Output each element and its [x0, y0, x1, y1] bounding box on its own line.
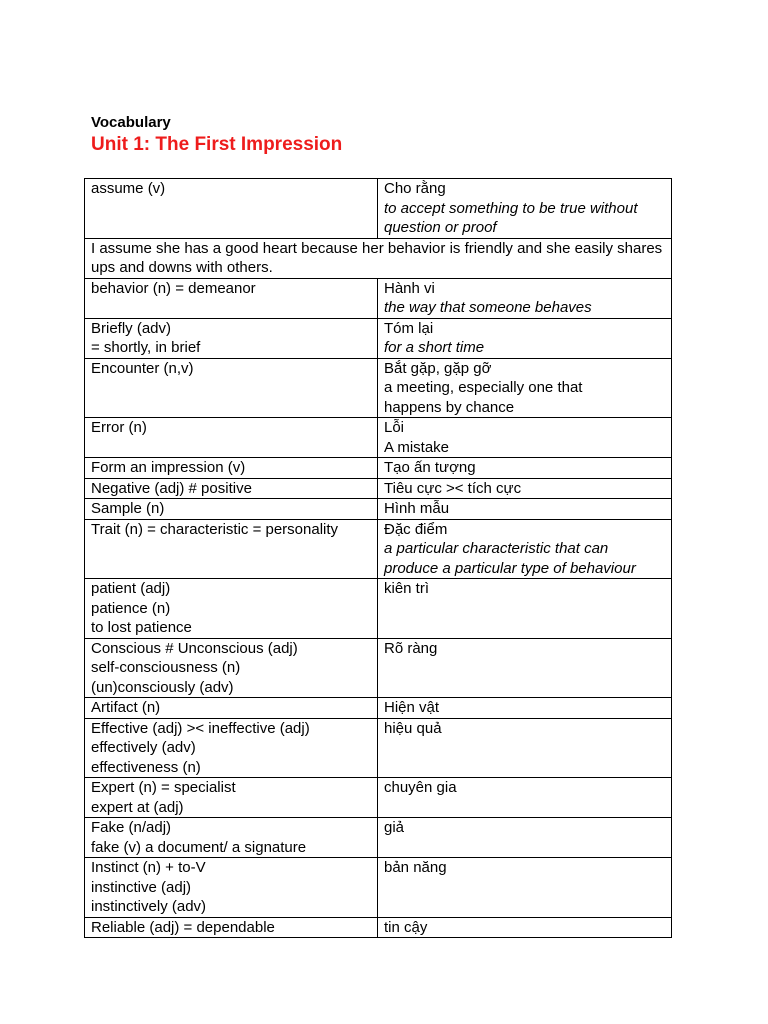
- term-text: patient (adj): [91, 580, 171, 597]
- term-text: self-consciousness (n): [91, 659, 241, 676]
- term-cell: [85, 778, 378, 818]
- term-text: Briefly (adv): [91, 319, 172, 337]
- table-row: [85, 519, 672, 579]
- meaning-text: Hiện vật: [384, 699, 440, 716]
- table-row: [85, 418, 672, 458]
- meaning-text: Đặc điểm: [384, 520, 448, 538]
- meaning-cell: [378, 917, 672, 938]
- meaning-text: Rõ ràng: [384, 639, 438, 657]
- table-row: [85, 778, 672, 818]
- term-cell: [85, 499, 378, 520]
- meaning-text: Hành vi: [384, 279, 435, 297]
- table-row: [85, 318, 672, 358]
- term-text: behavior (n) = demeanor: [91, 279, 256, 297]
- vocabulary-table: [84, 178, 672, 938]
- table-row: [85, 499, 672, 520]
- table-row: [85, 358, 672, 418]
- meaning-cell: [378, 278, 672, 318]
- term-text: Expert (n) = specialist: [91, 779, 236, 796]
- meaning-cell: [378, 179, 672, 239]
- meaning-cell: [378, 638, 672, 698]
- meaning-text: bản năng: [384, 859, 447, 876]
- term-text: instinctively (adv): [91, 898, 207, 915]
- meaning-cell: [378, 718, 672, 778]
- table-row: [85, 917, 672, 938]
- term-text: Effective (adj) >< ineffective (adj): [91, 719, 310, 737]
- term-text: instinctive (adj): [91, 878, 192, 896]
- term-text: (un)consciously (adv): [91, 678, 234, 696]
- table-row: [85, 698, 672, 719]
- term-cell: [85, 579, 378, 639]
- meaning-cell: [378, 458, 672, 479]
- example-sentence: I assume she has a good heart because her behavior is friendly and she easily shares ups and downs with others.: [91, 239, 663, 276]
- meaning-text: tin cậy: [384, 918, 428, 936]
- meaning-text: Bắt gặp, gặp gỡ: [384, 359, 492, 377]
- term-cell: [85, 917, 378, 938]
- term-text: Error (n): [91, 419, 147, 436]
- definition-text: produce a particular type of behaviour: [384, 559, 636, 577]
- meaning-cell: [378, 519, 672, 579]
- table-row: [85, 478, 672, 499]
- vocabulary-table-body: [85, 179, 672, 938]
- vocabulary-label: Vocabulary: [91, 114, 171, 131]
- term-text: patience (n): [91, 599, 171, 617]
- meaning-text: Hình mẫu: [384, 500, 450, 517]
- table-row: [85, 238, 672, 278]
- term-cell: [85, 458, 378, 479]
- term-cell: [85, 718, 378, 778]
- term-text: Trait (n) = characteristic = personality: [91, 520, 339, 538]
- table-row: [85, 458, 672, 479]
- example-sentence-cell: [85, 238, 672, 278]
- meaning-text: Tạo ấn tượng: [384, 459, 476, 476]
- meaning-cell: [378, 418, 672, 458]
- term-text: = shortly, in brief: [91, 339, 201, 356]
- term-text: Artifact (n): [91, 699, 161, 716]
- table-row: [85, 858, 672, 918]
- meaning-cell: [378, 778, 672, 818]
- term-text: Form an impression (v): [91, 459, 246, 476]
- table-row: [85, 818, 672, 858]
- meaning-text: giả: [384, 819, 405, 836]
- unit-title: Unit 1: The First Impression: [91, 134, 343, 155]
- table-row: [85, 638, 672, 698]
- term-cell: [85, 638, 378, 698]
- term-text: to lost patience: [91, 619, 192, 636]
- meaning-cell: [378, 818, 672, 858]
- meaning-text: A mistake: [384, 438, 450, 456]
- term-text: Reliable (adj) = dependable: [91, 918, 275, 936]
- meaning-cell: [378, 579, 672, 639]
- term-cell: [85, 519, 378, 579]
- meaning-cell: [378, 318, 672, 358]
- meaning-cell: [378, 499, 672, 520]
- term-text: Fake (n/adj): [91, 819, 172, 836]
- table-row: [85, 579, 672, 639]
- term-text: effectively (adv): [91, 739, 196, 756]
- term-cell: [85, 179, 378, 239]
- term-cell: [85, 818, 378, 858]
- term-text: Conscious # Unconscious (adj): [91, 639, 298, 657]
- meaning-text: Tiêu cực >< tích cực: [384, 479, 522, 497]
- definition-text: to accept something to be true without: [384, 199, 638, 217]
- meaning-text: a meeting, especially one that: [384, 379, 583, 396]
- term-cell: [85, 278, 378, 318]
- meaning-cell: [378, 698, 672, 719]
- term-text: expert at (adj): [91, 798, 184, 816]
- term-text: Encounter (n,v): [91, 359, 194, 377]
- meaning-text: happens by chance: [384, 398, 515, 416]
- term-text: Instinct (n) + to-V: [91, 859, 206, 876]
- table-row: [85, 718, 672, 778]
- meaning-text: kiên trì: [384, 580, 430, 597]
- term-text: assume (v): [91, 180, 166, 197]
- meaning-cell: [378, 358, 672, 418]
- meaning-text: Tóm lại: [384, 319, 434, 337]
- meaning-text: chuyên gia: [384, 779, 457, 796]
- meaning-cell: [378, 858, 672, 918]
- definition-text: a particular characteristic that can: [384, 540, 609, 557]
- meaning-text: Lỗi: [384, 419, 405, 436]
- meaning-text: hiệu quả: [384, 719, 442, 737]
- term-cell: [85, 698, 378, 719]
- term-cell: [85, 318, 378, 358]
- term-text: fake (v) a document/ a signature: [91, 838, 307, 856]
- term-text: Sample (n): [91, 500, 165, 517]
- definition-text: for a short time: [384, 339, 485, 356]
- table-row: [85, 278, 672, 318]
- definition-text: question or proof: [384, 219, 497, 236]
- term-text: Negative (adj) # positive: [91, 479, 252, 497]
- term-cell: [85, 478, 378, 499]
- table-row: [85, 179, 672, 239]
- term-cell: [85, 358, 378, 418]
- definition-text: the way that someone behaves: [384, 299, 592, 316]
- meaning-text: Cho rằng: [384, 180, 446, 197]
- term-cell: [85, 418, 378, 458]
- term-text: effectiveness (n): [91, 758, 201, 776]
- term-cell: [85, 858, 378, 918]
- meaning-cell: [378, 478, 672, 499]
